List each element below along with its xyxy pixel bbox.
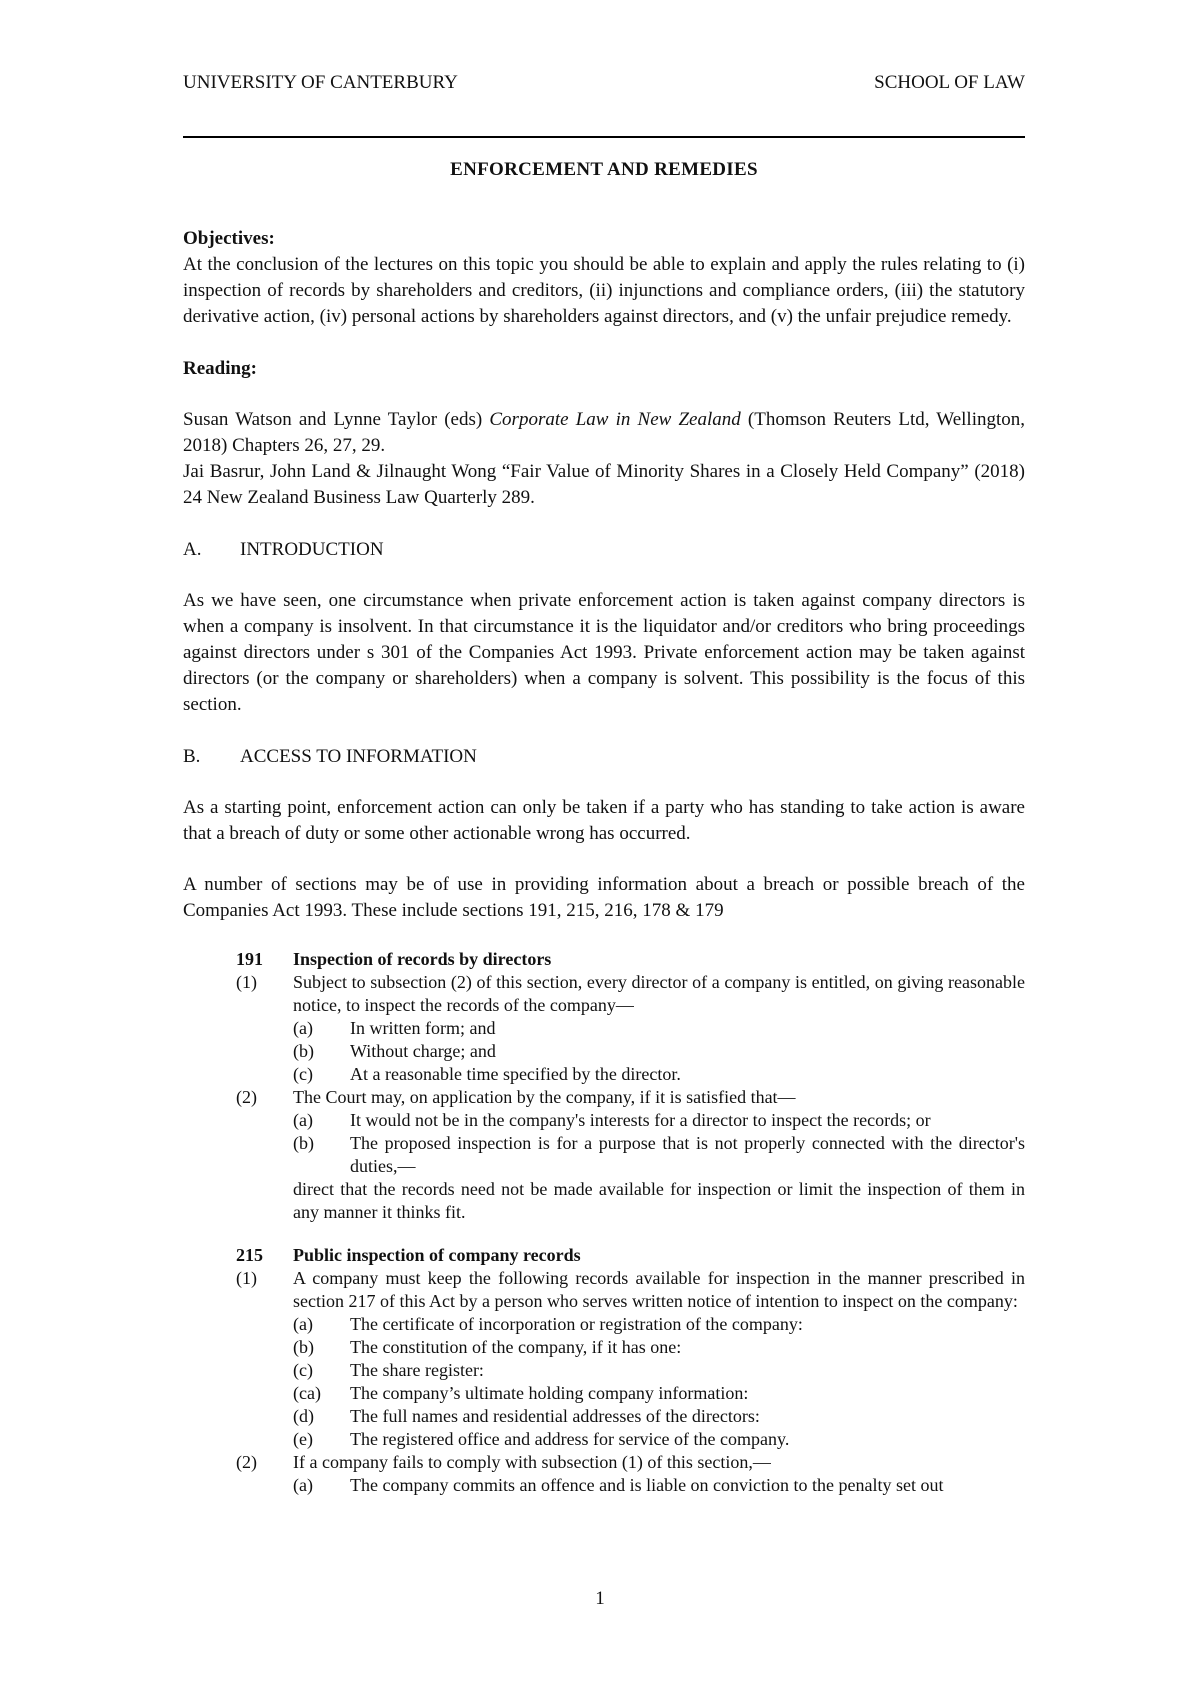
paragraph-text: The company’s ultimate holding company information: <box>350 1383 749 1403</box>
paragraph-label: (a) <box>293 1475 313 1495</box>
statute-191-title <box>236 948 1025 971</box>
running-header <box>183 70 1025 96</box>
subsection-text: A company must keep the following records available for inspection in the manner prescribed in section 217 of this Act by a person who serves written notice of intention to inspect on the company: <box>293 1268 1025 1311</box>
statute-191-subsection-2 <box>236 1086 1025 1109</box>
subsection-text: Subject to subsection (2) of this section, every director of a company is entitled, on giving reasonable notice, to inspect the records of the company— <box>293 972 1025 1015</box>
statute-215-subsection-1 <box>236 1267 1025 1313</box>
header-rule <box>183 136 1025 138</box>
statute-191-1-b <box>293 1040 1025 1063</box>
reading-ref-1-book-title: Corporate Law in New Zealand <box>489 409 741 430</box>
reading-ref-1-details: (Thomson Reuters Ltd, Wellington, 2018) Chapters 26, 27, 29. <box>183 409 1026 456</box>
reading-section <box>183 356 1025 511</box>
statute-191-tail-text: direct that the records need not be made available for inspection or limit the inspection of them in any manner it thinks fit. <box>293 1179 1025 1222</box>
statute-215-1-c <box>293 1359 1025 1382</box>
paragraph-label: (b) <box>293 1337 314 1357</box>
statute-215-subsection-2 <box>236 1451 1025 1474</box>
statute-191 <box>236 948 1025 1224</box>
subsection-label: (1) <box>236 1268 257 1288</box>
section-b-title: ACCESS TO INFORMATION <box>240 746 477 767</box>
statute-191-1-a <box>293 1017 1025 1040</box>
statute-215-heading: Public inspection of company records <box>293 1245 581 1265</box>
statute-191-subsection-1 <box>236 971 1025 1017</box>
statute-191-1-c <box>293 1063 1025 1086</box>
paragraph-text: Without charge; and <box>350 1041 496 1061</box>
paragraph-text: The constitution of the company, if it has one: <box>350 1337 682 1357</box>
subsection-text: If a company fails to comply with subsection (1) of this section,— <box>293 1452 771 1472</box>
paragraph-text: At a reasonable time specified by the director. <box>350 1064 681 1084</box>
header-school: SCHOOL OF LAW <box>874 72 1025 93</box>
paragraph-label: (a) <box>293 1314 313 1334</box>
document-title: ENFORCEMENT AND REMEDIES <box>450 159 758 180</box>
paragraph-text: The company commits an offence and is liable on conviction to the penalty set out <box>350 1475 944 1495</box>
section-a-letter: A. <box>183 539 202 560</box>
section-a-text: As we have seen, one circumstance when private enforcement action is taken against company directors is when a company is insolvent. In that circumstance it is the liquidator and/or creditors who bring proceedings against directors under s 301 of the Companies Act 1993. Private enforcement action may be taken against directors (or the company or shareholders) when a company is solvent. This possibility is the focus of this section. <box>183 590 1025 715</box>
statute-191-2-b <box>293 1132 1025 1178</box>
objectives-text: At the conclusion of the lectures on this topic you should be able to explain and apply the rules relating to (i) inspection of records by shareholders and creditors, (ii) injunctions and compliance orders, (iii) the statutory derivative action, (iv) personal actions by shareholders against directors, and (v) the unfair prejudice remedy. <box>183 254 1025 327</box>
reading-ref-1 <box>183 407 1025 459</box>
paragraph-text: The certificate of incorporation or registration of the company: <box>350 1314 803 1334</box>
section-a-title: INTRODUCTION <box>240 539 384 560</box>
statute-191-2-a <box>293 1109 1025 1132</box>
paragraph-text: The proposed inspection is for a purpose that is not properly connected with the director's duties,— <box>350 1133 1025 1176</box>
paragraph-label: (e) <box>293 1429 313 1449</box>
paragraph-label: (d) <box>293 1406 314 1426</box>
section-b-text-1: As a starting point, enforcement action can only be taken if a party who has standing to take action is aware that a breach of duty or some other actionable wrong has occurred. <box>183 797 1025 844</box>
section-b-text-2: A number of sections may be of use in providing information about a breach or possible breach of the Companies Act 1993. These include sections 191, 215, 216, 178 & 179 <box>183 874 1025 921</box>
statute-215-number: 215 <box>236 1245 263 1265</box>
subsection-label: (2) <box>236 1452 257 1472</box>
section-b-heading <box>183 744 1025 770</box>
reading-ref-2: Jai Basrur, John Land & Jilnaught Wong “Fair Value of Minority Shares in a Closely Held Company” (2018) 24 New Zealand Business Law Quarterly 289. <box>183 461 1025 508</box>
reading-ref-1-authors: Susan Watson and Lynne Taylor (eds) <box>183 409 490 430</box>
statute-215-1-a <box>293 1313 1025 1336</box>
statute-215-title <box>236 1244 1025 1267</box>
paragraph-text: In written form; and <box>350 1018 496 1038</box>
statute-215-1-e <box>293 1428 1025 1451</box>
paragraph-text: The share register: <box>350 1360 484 1380</box>
reading-label: Reading: <box>183 358 257 379</box>
subsection-label: (2) <box>236 1087 257 1107</box>
section-a-heading <box>183 537 1025 563</box>
statute-191-number: 191 <box>236 949 263 969</box>
subsection-text: The Court may, on application by the company, if it is satisfied that— <box>293 1087 796 1107</box>
statute-215-1-d <box>293 1405 1025 1428</box>
statute-215 <box>236 1244 1025 1497</box>
paragraph-label: (ca) <box>293 1383 321 1403</box>
statute-215-1-ca <box>293 1382 1025 1405</box>
paragraph-label: (c) <box>293 1064 313 1084</box>
paragraph-label: (b) <box>293 1041 314 1061</box>
paragraph-label: (b) <box>293 1133 314 1153</box>
subsection-label: (1) <box>236 972 257 992</box>
statute-191-heading: Inspection of records by directors <box>293 949 552 969</box>
header-university: UNIVERSITY OF CANTERBURY <box>183 72 458 93</box>
section-b-letter: B. <box>183 746 201 767</box>
objectives-label: Objectives: <box>183 228 275 249</box>
page-number: 1 <box>595 1588 605 1609</box>
paragraph-text: The registered office and address for service of the company. <box>350 1429 790 1449</box>
paragraph-label: (c) <box>293 1360 313 1380</box>
paragraph-text: The full names and residential addresses of the directors: <box>350 1406 760 1426</box>
paragraph-label: (a) <box>293 1110 313 1130</box>
paragraph-label: (a) <box>293 1018 313 1038</box>
paragraph-text: It would not be in the company's interests for a director to inspect the records; or <box>350 1110 931 1130</box>
statute-215-2-a <box>293 1474 1025 1497</box>
page-content <box>183 70 1025 1497</box>
statute-215-1-b <box>293 1336 1025 1359</box>
objectives-section <box>183 226 1025 330</box>
